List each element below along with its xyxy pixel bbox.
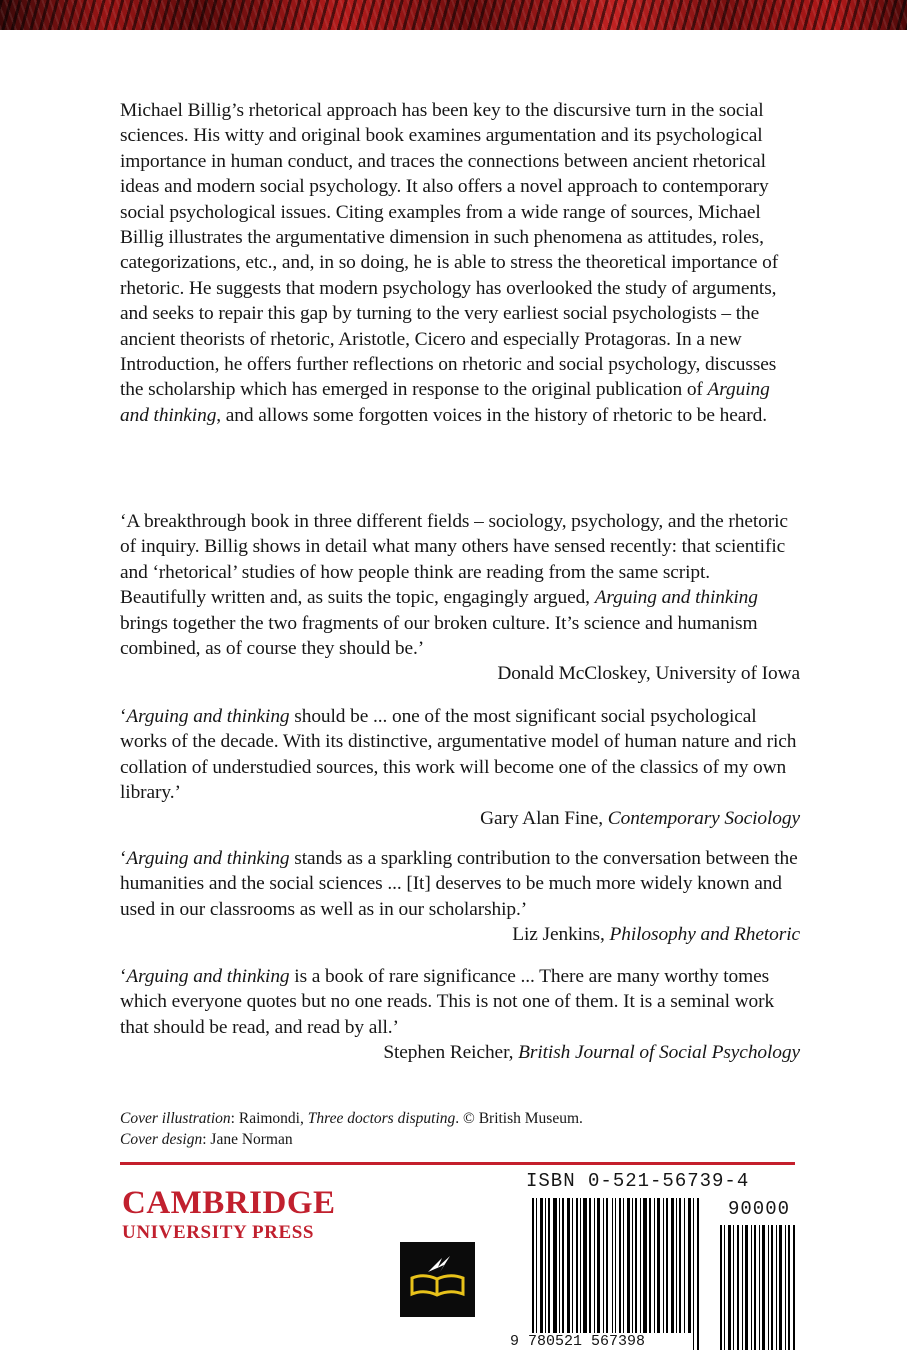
open-book-icon bbox=[400, 1242, 475, 1317]
review-author: Stephen Reicher, British Journal of Social Psychology bbox=[383, 1042, 800, 1064]
book-description: Michael Billig’s rhetorical approach has been key to the discursive turn in the social sciences. His witty and original book examines argumentation and its psychological importance in human conduct, and traces the connections between ancient rhetorical ideas and modern social psychology. It also offers a novel approach to contemporary social psychological issues. Citing examples from a wide range of sources, Michael Billig illustrates the argumentative dimension in such phenomena as attitudes, roles, categorizations, etc., and, in so doing, he is able to stress the theoretical importance of rhetoric. He suggests that modern psychology has overlooked the study of arguments, and seeks to repair this gap by turning to the very earliest social psychologists – the ancient theorists of rhetoric, Aristotle, Cicero and especially Protagoras. In a new Introduction, he offers further reflections on rhetoric and social psychology, discusses the scholarship which has emerged in response to the original publication of Arguing and thinking, and allows some forgotten voices in the history of rhetoric to be heard. bbox=[120, 100, 779, 426]
barcode bbox=[530, 1198, 702, 1350]
cover-illustration-strip bbox=[0, 0, 907, 30]
price-barcode bbox=[718, 1225, 798, 1350]
divider-rule bbox=[120, 1162, 795, 1165]
review-jenkins: ‘Arguing and thinking stands as a sparkling contribution to the conversation between the humanities and the social sciences ... [It] deserves to be much more widely known and used in our classrooms as well as in our scholarship.’ Liz Jenkins, Philosophy and Rhetoric bbox=[120, 846, 800, 948]
price-code: 90000 bbox=[728, 1198, 791, 1220]
review-reicher: ‘Arguing and thinking is a book of rare significance ... There are many worthy tomes which everyone quotes but no one reads. This is not one of them. It is a seminal work that should be read, and read by all.’ Stephen Reicher, British Journal of Social Psychology bbox=[120, 964, 800, 1066]
publisher-logo: CAMBRIDGE UNIVERSITY PRESS bbox=[122, 1185, 336, 1243]
barcode-digits: 9 780521 567398 bbox=[510, 1333, 646, 1350]
isbn-number: ISBN 0-521-56739-4 bbox=[526, 1170, 750, 1192]
review-author: Donald McCloskey, University of Iowa bbox=[497, 663, 800, 685]
review-author: Liz Jenkins, Philosophy and Rhetoric bbox=[512, 924, 800, 946]
review-mccloskey: ‘A breakthrough book in three different fields – sociology, psychology, and the rhetoric of inquiry. Billig shows in detail what many others have sensed recently: that scientific and ‘rhetorical’ studies of how people think are reading from the same script. Beautifully written and, as suits the topic, engagingly argued, Arguing and thinking brings together the two fragments of our broken culture. It’s science and humanism combined, as of course they should be.’ Donald McCloskey, University of Iowa bbox=[120, 509, 800, 687]
review-fine: ‘Arguing and thinking should be ... one of the most significant social psychological works of the decade. With its distinctive, argumentative model of human nature and rich collation of understudied sources, this work will become one of the classics of my own library.’ Gary Alan Fine, Contemporary Sociology bbox=[120, 704, 800, 831]
review-author: Gary Alan Fine, Contemporary Sociology bbox=[480, 807, 800, 829]
cover-credits: Cover illustration: Raimondi, Three doctors disputing. © British Museum. Cover design: Jane Norman bbox=[120, 1110, 583, 1148]
